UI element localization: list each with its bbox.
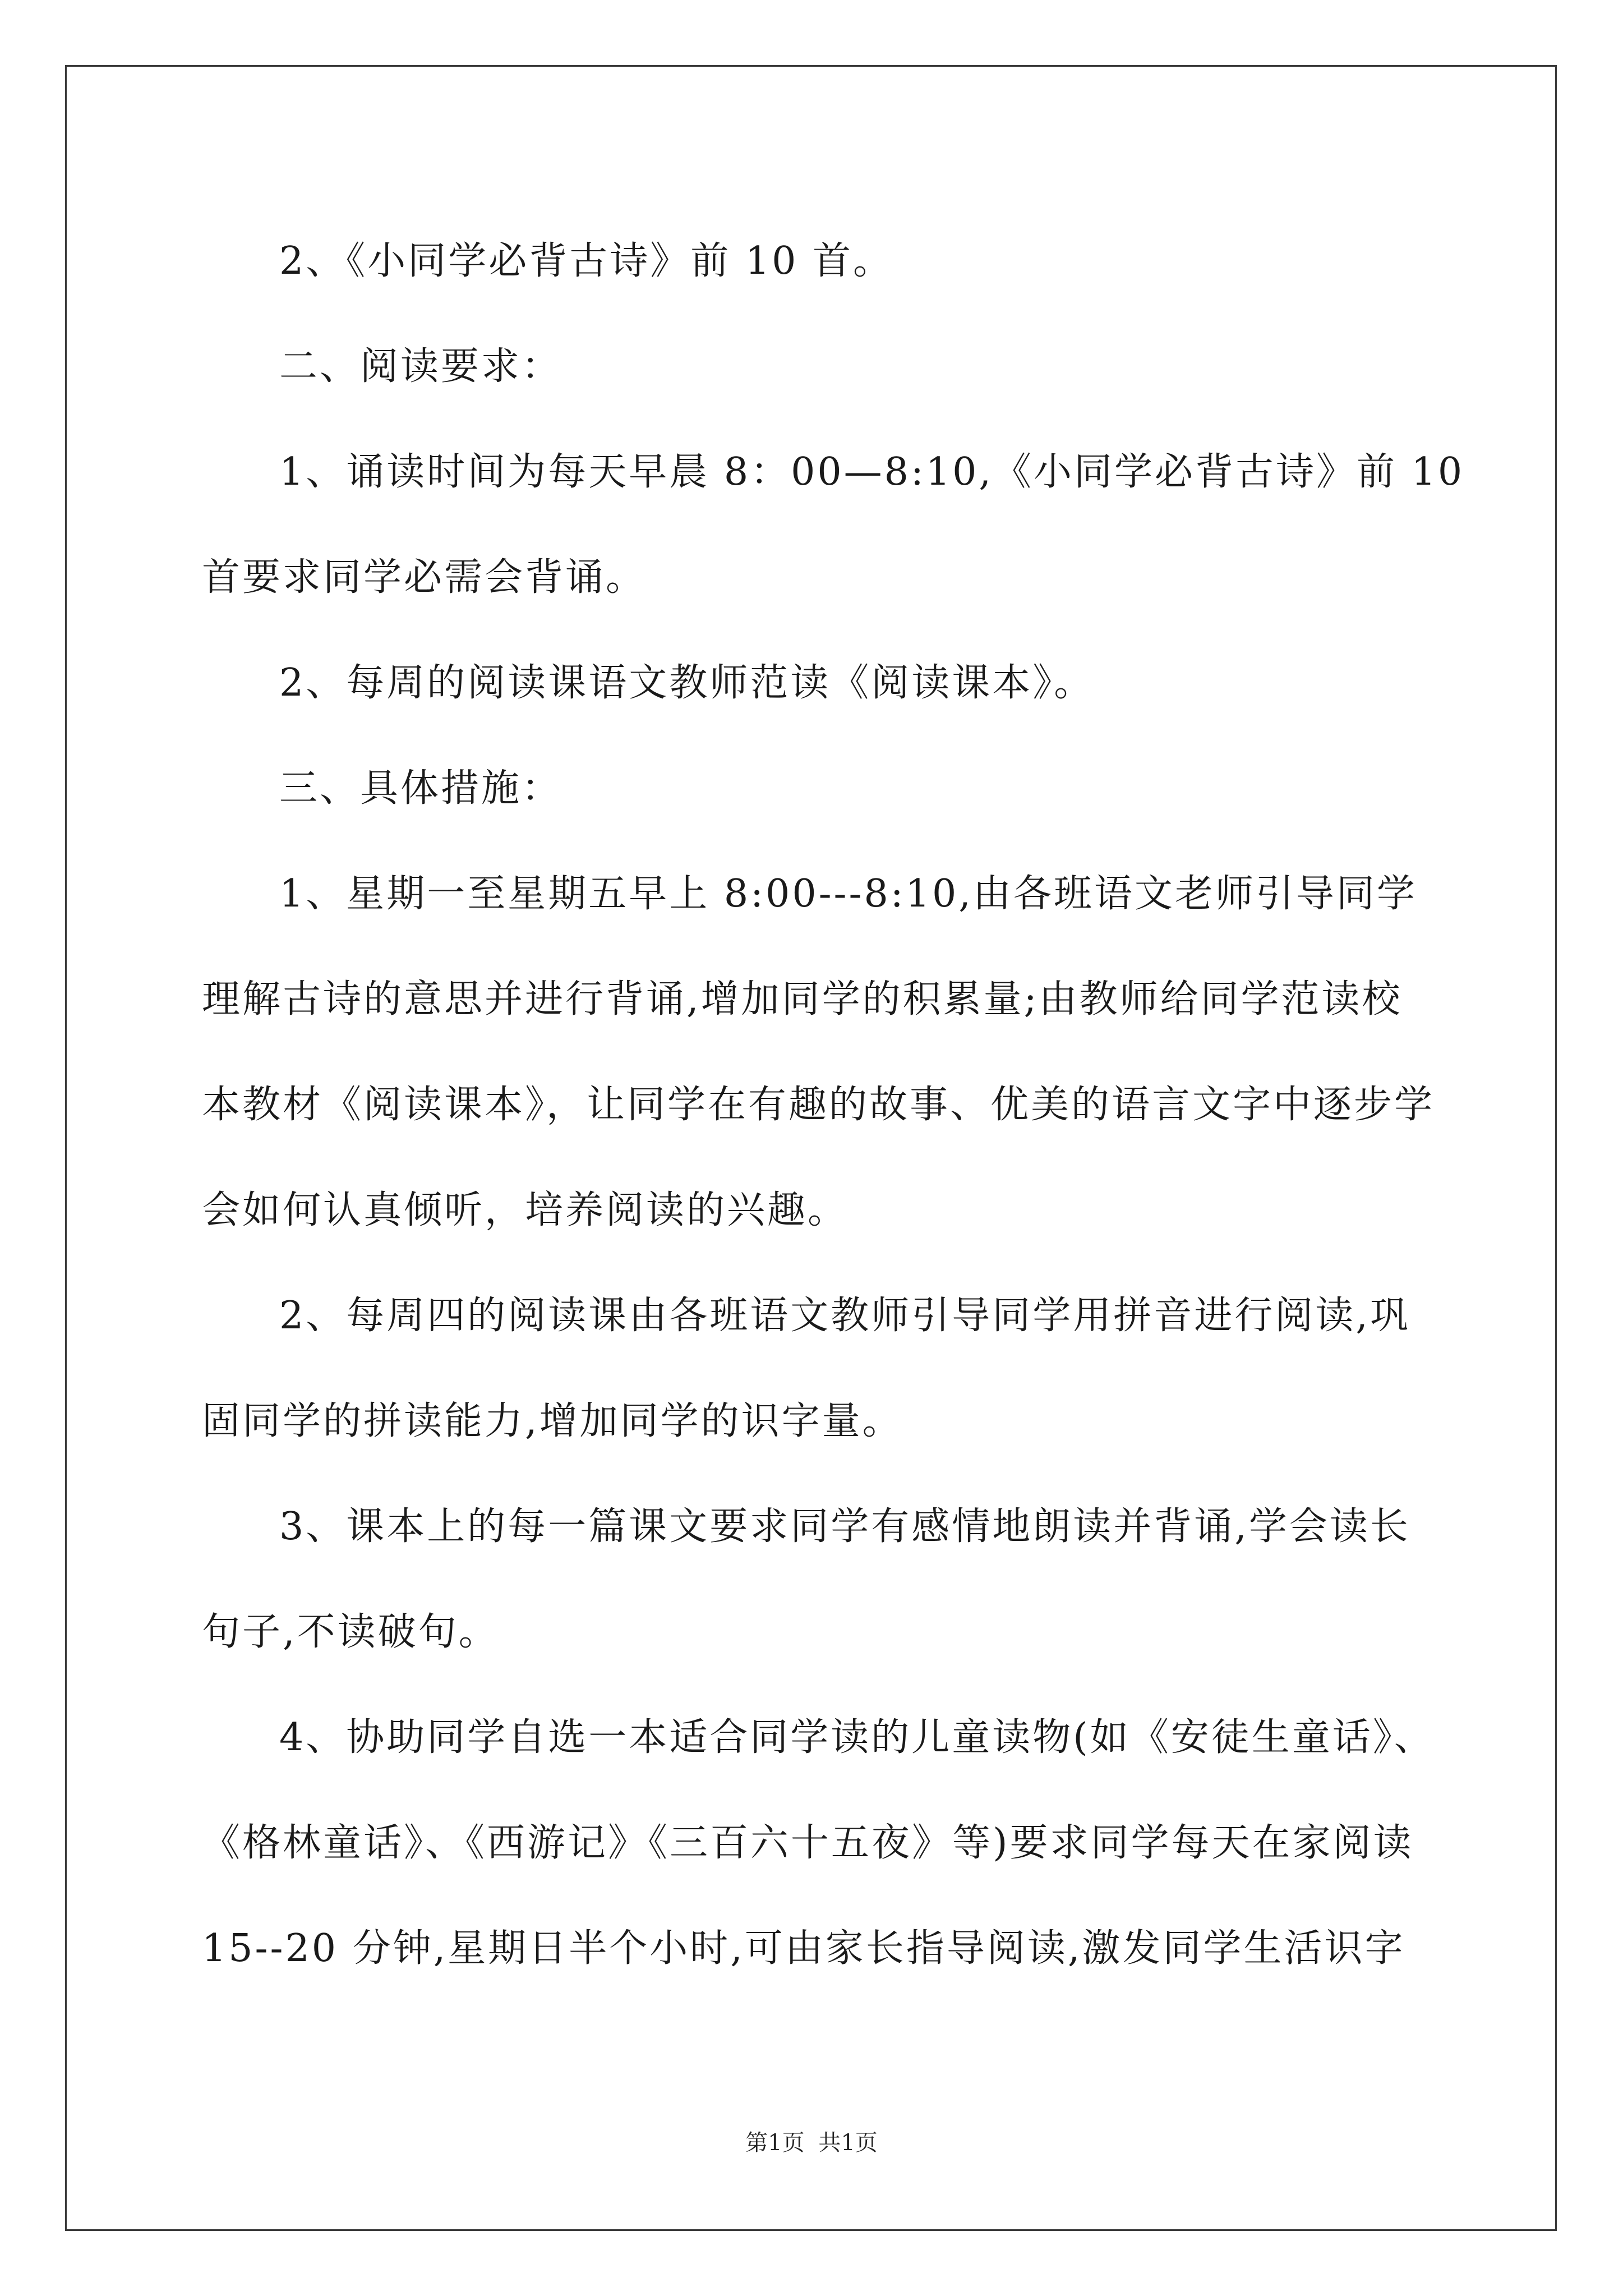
document-body <box>202 209 1465 2001</box>
text-line: 会如何认真倾听，培养阅读的兴趣。 <box>202 1188 849 1232</box>
text-line: 句子,不读破句。 <box>202 1610 499 1654</box>
text-line: 本教材《阅读课本》，让同学在有趣的故事、优美的语言文字中逐步学 <box>202 1083 1435 1127</box>
paragraph <box>202 420 1465 631</box>
text-line: 《格林童话》、《西游记》《三百六十五夜》等)要求同学每天在家阅读 <box>202 1821 1414 1865</box>
paragraph <box>202 1474 1424 1685</box>
text-line: 1、诵读时间为每天早晨 8：00—8:10,《小同学必背古诗》前 10 <box>279 450 1465 494</box>
text-line: 固同学的拼读能力,增加同学的识字量。 <box>202 1399 903 1443</box>
paragraph <box>202 1263 1424 1474</box>
text-line: 三、具体措施： <box>279 766 562 811</box>
paragraph <box>202 631 1424 736</box>
text-line: 2、每周四的阅读课由各班语文教师引导同学用拼音进行阅读,巩 <box>279 1294 1410 1338</box>
text-line: 首要求同学必需会背诵。 <box>202 555 647 600</box>
paragraph <box>202 841 1435 1263</box>
text-line: 4、协助同学自选一本适合同学读的儿童读物(如《安徒生童话》、 <box>279 1715 1435 1760</box>
page-footer <box>0 2129 1623 2157</box>
text-line: 15--20 分钟,星期日半个小时,可由家长指导阅读,激发同学生活识字 <box>202 1926 1405 1971</box>
text-line: 理解古诗的意思并进行背诵,增加同学的积累量;由教师给同学范读校 <box>202 977 1403 1022</box>
text-line: 3、课本上的每一篇课文要求同学有感情地朗读并背诵,学会读长 <box>279 1504 1410 1549</box>
page-number: 第1页 <box>745 2130 805 2156</box>
paragraph <box>202 1685 1435 2001</box>
paragraph <box>202 209 1424 314</box>
text-line: 二、阅读要求： <box>279 344 562 389</box>
text-line: 2、《小同学必背古诗》前 10 首。 <box>279 239 894 283</box>
text-line: 2、每周的阅读课语文教师范读《阅读课本》。 <box>279 661 1095 705</box>
page-total: 共1页 <box>818 2130 878 2156</box>
section-heading <box>202 736 1424 841</box>
text-line: 1、星期一至星期五早上 8:00---8:10,由各班语文老师引导同学 <box>279 872 1417 916</box>
section-heading <box>202 314 1424 420</box>
